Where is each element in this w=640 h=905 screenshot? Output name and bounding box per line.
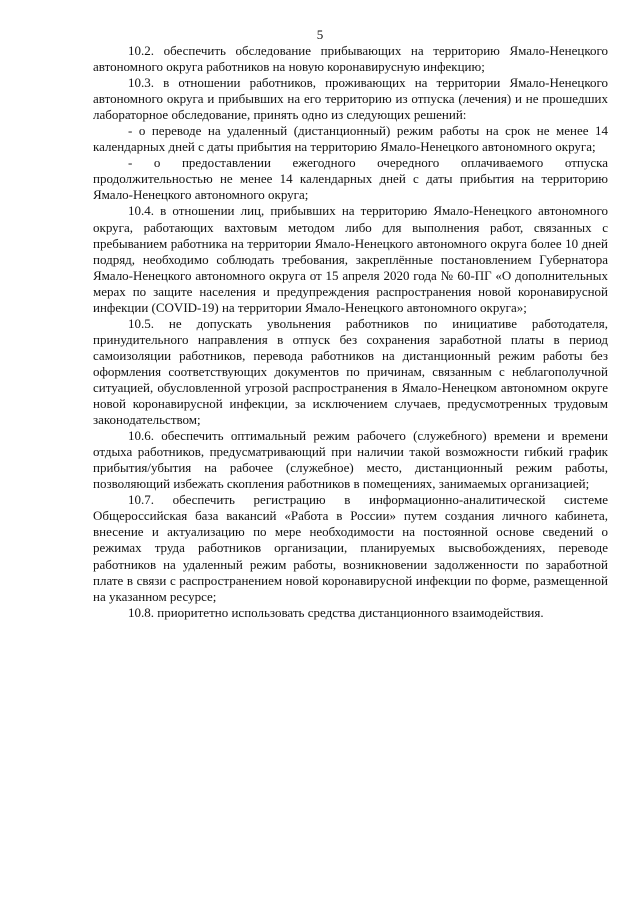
page-number: 5 [316, 27, 324, 42]
paragraph-10-2: 10.2. обеспечить обследование прибывающих на территорию Ямало-Ненецкого автономного округа работников на новую коронавирусную инфекцию; [93, 43, 608, 75]
document-body [93, 43, 608, 621]
paragraph-10-6: 10.6. обеспечить оптимальный режим рабочего (служебного) времени и времени отдыха работников, предусматривающий при наличии такой возможности гибкий график прибытия/убытия на рабочее (служебное) место, дистанционный режим работы, позволяющий избежать скопления работников в помещениях, занимаемых организацией; [93, 428, 608, 492]
paragraph-10-4: 10.4. в отношении лиц, прибывших на территорию Ямало-Ненецкого автономного округа, работающих вахтовым методом либо для выполнения работ, связанных с пребыванием работника на территории Ямало-Ненецкого автономного округа более 10 дней подряд, необходимо соблюдать требования, закреплённые постановлением Губернатора Ямало-Ненецкого автономного округа от 15 апреля 2020 года № 60-ПГ «О дополнительных мерах по защите населения и предупреждения распространения новой коронавирусной инфекции (COVID-19) на территории Ямало-Ненецкого автономного округа»; [93, 203, 608, 315]
paragraph-10-5: 10.5. не допускать увольнения работников по инициативе работодателя, принудительного направления в отпуск без сохранения заработной платы в период самоизоляции работников, перевода работников на дистанционный режим работы без оформления соответствующих документов по причинам, связанным с неблагополучной ситуацией, обусловленной угрозой распространения в Ямало-Ненецком автономном округе новой коронавирусной инфекции, за исключением случаев, предусмотренных трудовым законодательством; [93, 315, 608, 428]
paragraph-10-8: 10.8. приоритетно использовать средства дистанционного взаимодействия. [128, 604, 544, 620]
paragraph-10-3-option-remote: - о переводе на удаленный (дистанционный) режим работы на срок не менее 14 календарных дней с даты прибытия на территорию Ямало-Ненецкого автономного округа; [93, 123, 608, 155]
paragraph-10-3-option-vacation: - о предоставлении ежегодного очередного оплачиваемого отпуска продолжительностью не менее 14 календарных дней с даты прибытия на территорию Ямало-Ненецкого автономного округа; [93, 155, 608, 203]
paragraph-10-7: 10.7. обеспечить регистрацию в информационно-аналитической системе Общероссийская база вакансий «Работа в России» путем создания личного кабинета, внесение и актуализацию по мере необходимости на постоянной основе сведений о режимах труда работников организации, планируемых высвобождениях, переводе работников на удаленный режим работы, возникновении задолженности по заработной плате в связи с распространением новой коронавирусной инфекции по форме, размещенной на указанном ресурсе; [93, 492, 608, 604]
paragraph-10-3: 10.3. в отношении работников, проживающих на территории Ямало-Ненецкого автономного округа и прибывших на его территорию из отпуска (лечения) и не прошедших лабораторное обследование, принять одно из следующих решений: [93, 75, 608, 123]
